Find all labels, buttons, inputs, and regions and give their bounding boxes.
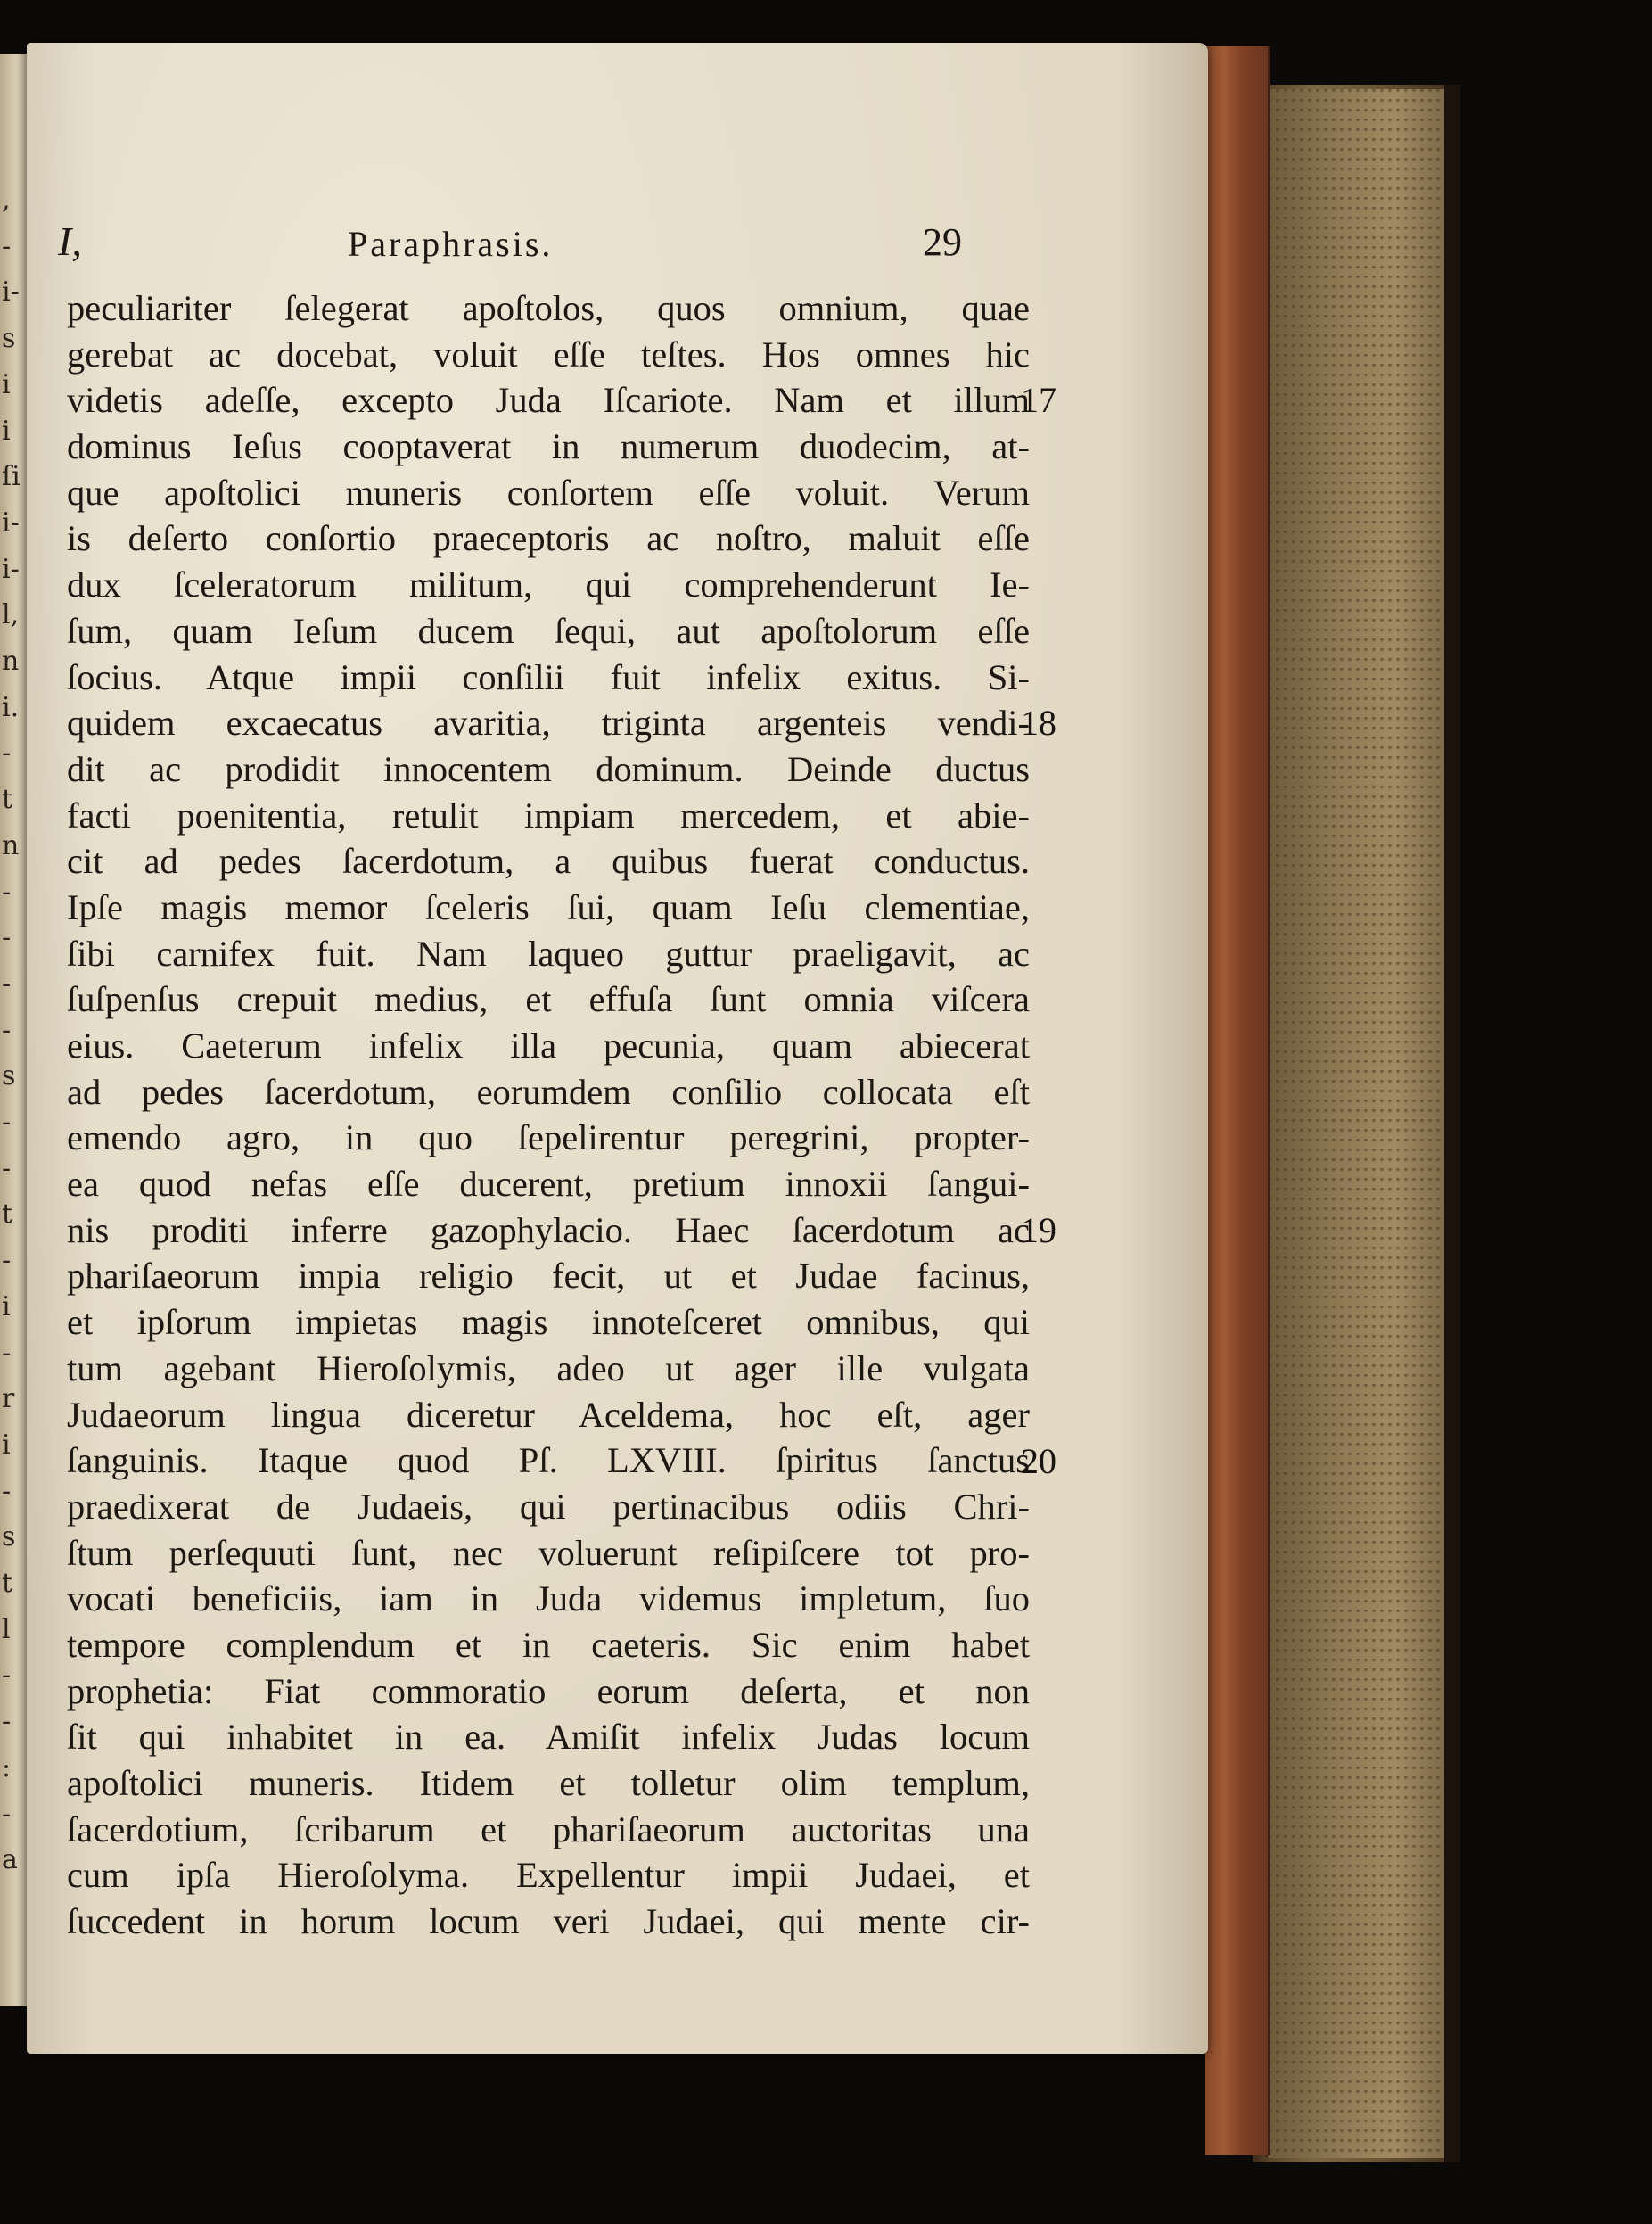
text-line: dux ſceleratorum militum, qui comprehenderunt Ie- xyxy=(67,564,1030,605)
prev-page-mark: - xyxy=(2,968,12,1000)
prev-page-mark: l, xyxy=(2,599,20,631)
prev-page-mark: a xyxy=(2,1844,18,1876)
book-page xyxy=(27,43,1208,2054)
text-line: facti poenitentia, retulit impiam mercedem, et abie- xyxy=(67,795,1030,836)
prev-page-mark: s xyxy=(2,1060,16,1092)
prev-page-mark: s xyxy=(2,1521,16,1553)
text-line: nis proditi inferre gazophylacio. Haec ſacerdotum ac xyxy=(67,1209,1030,1250)
prev-page-mark: - xyxy=(2,737,12,770)
prev-page-mark: - xyxy=(2,1337,12,1369)
prev-page-mark: - xyxy=(2,1475,12,1507)
prev-page-mark: l xyxy=(2,1613,11,1645)
prev-page-mark: s xyxy=(2,323,16,355)
verse-number: 19 xyxy=(1021,1210,1056,1250)
running-title: Paraphrasis. xyxy=(348,224,554,264)
prev-page-mark: , xyxy=(2,185,11,216)
prev-page-mark: - xyxy=(2,1014,12,1046)
prev-page-mark: - xyxy=(2,1798,12,1830)
running-header xyxy=(27,218,1208,262)
text-line: phariſaeorum impia religio fecit, ut et Judae facinus, xyxy=(67,1256,1030,1297)
text-line: ad pedes ſacerdotum, eorumdem conſilio collocata eſt xyxy=(67,1071,1030,1112)
prev-page-mark: t xyxy=(2,1198,13,1231)
prev-page-mark: n xyxy=(2,829,20,861)
text-line: vocati beneficiis, iam in Juda videmus impletum, ſuo xyxy=(67,1578,1030,1619)
prev-page-mark: - xyxy=(2,1245,12,1277)
text-line: praedixerat de Judaeis, qui pertinacibus odiis Chri- xyxy=(67,1486,1030,1527)
prev-page-mark: : xyxy=(2,1751,12,1783)
page-block-edges xyxy=(1205,46,1270,2155)
sprinkled-edge xyxy=(1266,89,1451,2158)
prev-page-mark: - xyxy=(2,1152,12,1184)
verse-number: 20 xyxy=(1021,1440,1056,1481)
text-line: cum ipſa Hieroſolyma. Expellentur impii Judaei, et xyxy=(67,1855,1030,1896)
prev-page-mark: i- xyxy=(2,507,20,539)
text-line: ſtum perſequuti ſunt, nec voluerunt reſipiſcere tot pro- xyxy=(67,1532,1030,1573)
prev-page-mark: r xyxy=(2,1383,15,1415)
prev-page-mark: - xyxy=(2,1107,12,1138)
prev-page-mark: i xyxy=(2,368,11,400)
prev-page-mark: - xyxy=(2,1706,12,1738)
verse-number: 18 xyxy=(1021,703,1056,744)
prev-page-mark: ſi xyxy=(2,461,21,493)
verse-number: 17 xyxy=(1021,380,1056,421)
text-line: ſibi carnifex fuit. Nam laqueo guttur praeligavit, ac xyxy=(67,933,1030,974)
text-line: et ipſorum impietas magis innoteſceret omnibus, qui xyxy=(67,1302,1030,1343)
text-line: eius. Caeterum infelix illa pecunia, quam abiecerat xyxy=(67,1026,1030,1066)
signature-mark: I, xyxy=(58,218,82,264)
previous-page-sliver xyxy=(0,54,27,2006)
text-line: ſuſpenſus crepuit medius, et effuſa ſunt omnia viſcera xyxy=(67,979,1030,1020)
text-line: peculiariter ſelegerat apoſtolos, quos omnium, quae xyxy=(67,288,1030,328)
text-line: ea quod nefas eſſe ducerent, pretium innoxii ſangui- xyxy=(67,1164,1030,1205)
text-line: ſacerdotium, ſcribarum et phariſaeorum auctoritas una xyxy=(67,1808,1030,1849)
text-line: ſum, quam Ieſum ducem ſequi, aut apoſtolorum eſſe xyxy=(67,610,1030,651)
text-line: ſanguinis. Itaque quod Pſ. LXVIII. ſpiritus ſanctus xyxy=(67,1440,1030,1481)
prev-page-mark: - xyxy=(2,1660,12,1692)
text-line: gerebat ac docebat, voluit eſſe teſtes. Hos omnes hic xyxy=(67,334,1030,375)
prev-page-mark: n xyxy=(2,646,20,677)
text-line: Ipſe magis memor ſceleris ſui, quam Ieſu clementiae, xyxy=(67,886,1030,927)
previous-page-marks xyxy=(0,54,27,2006)
prev-page-mark: i- xyxy=(2,276,20,309)
text-line: is deſerto conſortio praeceptoris ac noſtro, maluit eſſe xyxy=(67,518,1030,559)
prev-page-mark: - xyxy=(2,230,12,262)
text-line: ſit qui inhabitet in ea. Amiſit infelix Judas locum xyxy=(67,1717,1030,1758)
page-number: 29 xyxy=(923,220,962,264)
text-line: prophetia: Fiat commoratio eorum deſerta, et non xyxy=(67,1670,1030,1711)
prev-page-mark: i xyxy=(2,1429,11,1461)
text-line: emendo agro, in quo ſepelirentur peregrini, propter- xyxy=(67,1117,1030,1158)
prev-page-mark: i xyxy=(2,415,11,447)
text-line: Judaeorum lingua diceretur Aceldema, hoc eſt, ager xyxy=(67,1394,1030,1435)
text-line: ſuccedent in horum locum veri Judaei, qui mente cir- xyxy=(67,1901,1030,1942)
text-line: apoſtolici muneris. Itidem et tolletur olim templum, xyxy=(67,1763,1030,1803)
body-text xyxy=(67,285,1030,1945)
prev-page-mark: i xyxy=(2,1290,11,1322)
text-line: videtis adeſſe, excepto Juda Iſcariote. Nam et illum xyxy=(67,380,1030,421)
prev-page-mark: - xyxy=(2,876,12,908)
prev-page-mark: i- xyxy=(2,553,20,585)
text-line: tempore complendum et in caeteris. Sic enim habet xyxy=(67,1624,1030,1665)
cover-edge xyxy=(1444,85,1460,2162)
text-line: ſocius. Atque impii conſilii fuit infelix exitus. Si- xyxy=(67,656,1030,697)
text-line: que apoſtolici muneris conſortem eſſe voluit. Verum xyxy=(67,472,1030,513)
prev-page-mark: - xyxy=(2,922,12,954)
text-line: quidem excaecatus avaritia, triginta argenteis vendi- xyxy=(67,703,1030,744)
prev-page-mark: t xyxy=(2,784,13,816)
text-line: dit ac prodidit innocentem dominum. Deinde ductus xyxy=(67,748,1030,789)
prev-page-mark: t xyxy=(2,1568,13,1599)
text-line: tum agebant Hieroſolymis, adeo ut ager ille vulgata xyxy=(67,1347,1030,1388)
text-line: dominus Ieſus cooptaverat in numerum duodecim, at- xyxy=(67,426,1030,467)
text-line: cit ad pedes ſacerdotum, a quibus fuerat conductus. xyxy=(67,841,1030,882)
prev-page-mark: i. xyxy=(2,691,20,723)
